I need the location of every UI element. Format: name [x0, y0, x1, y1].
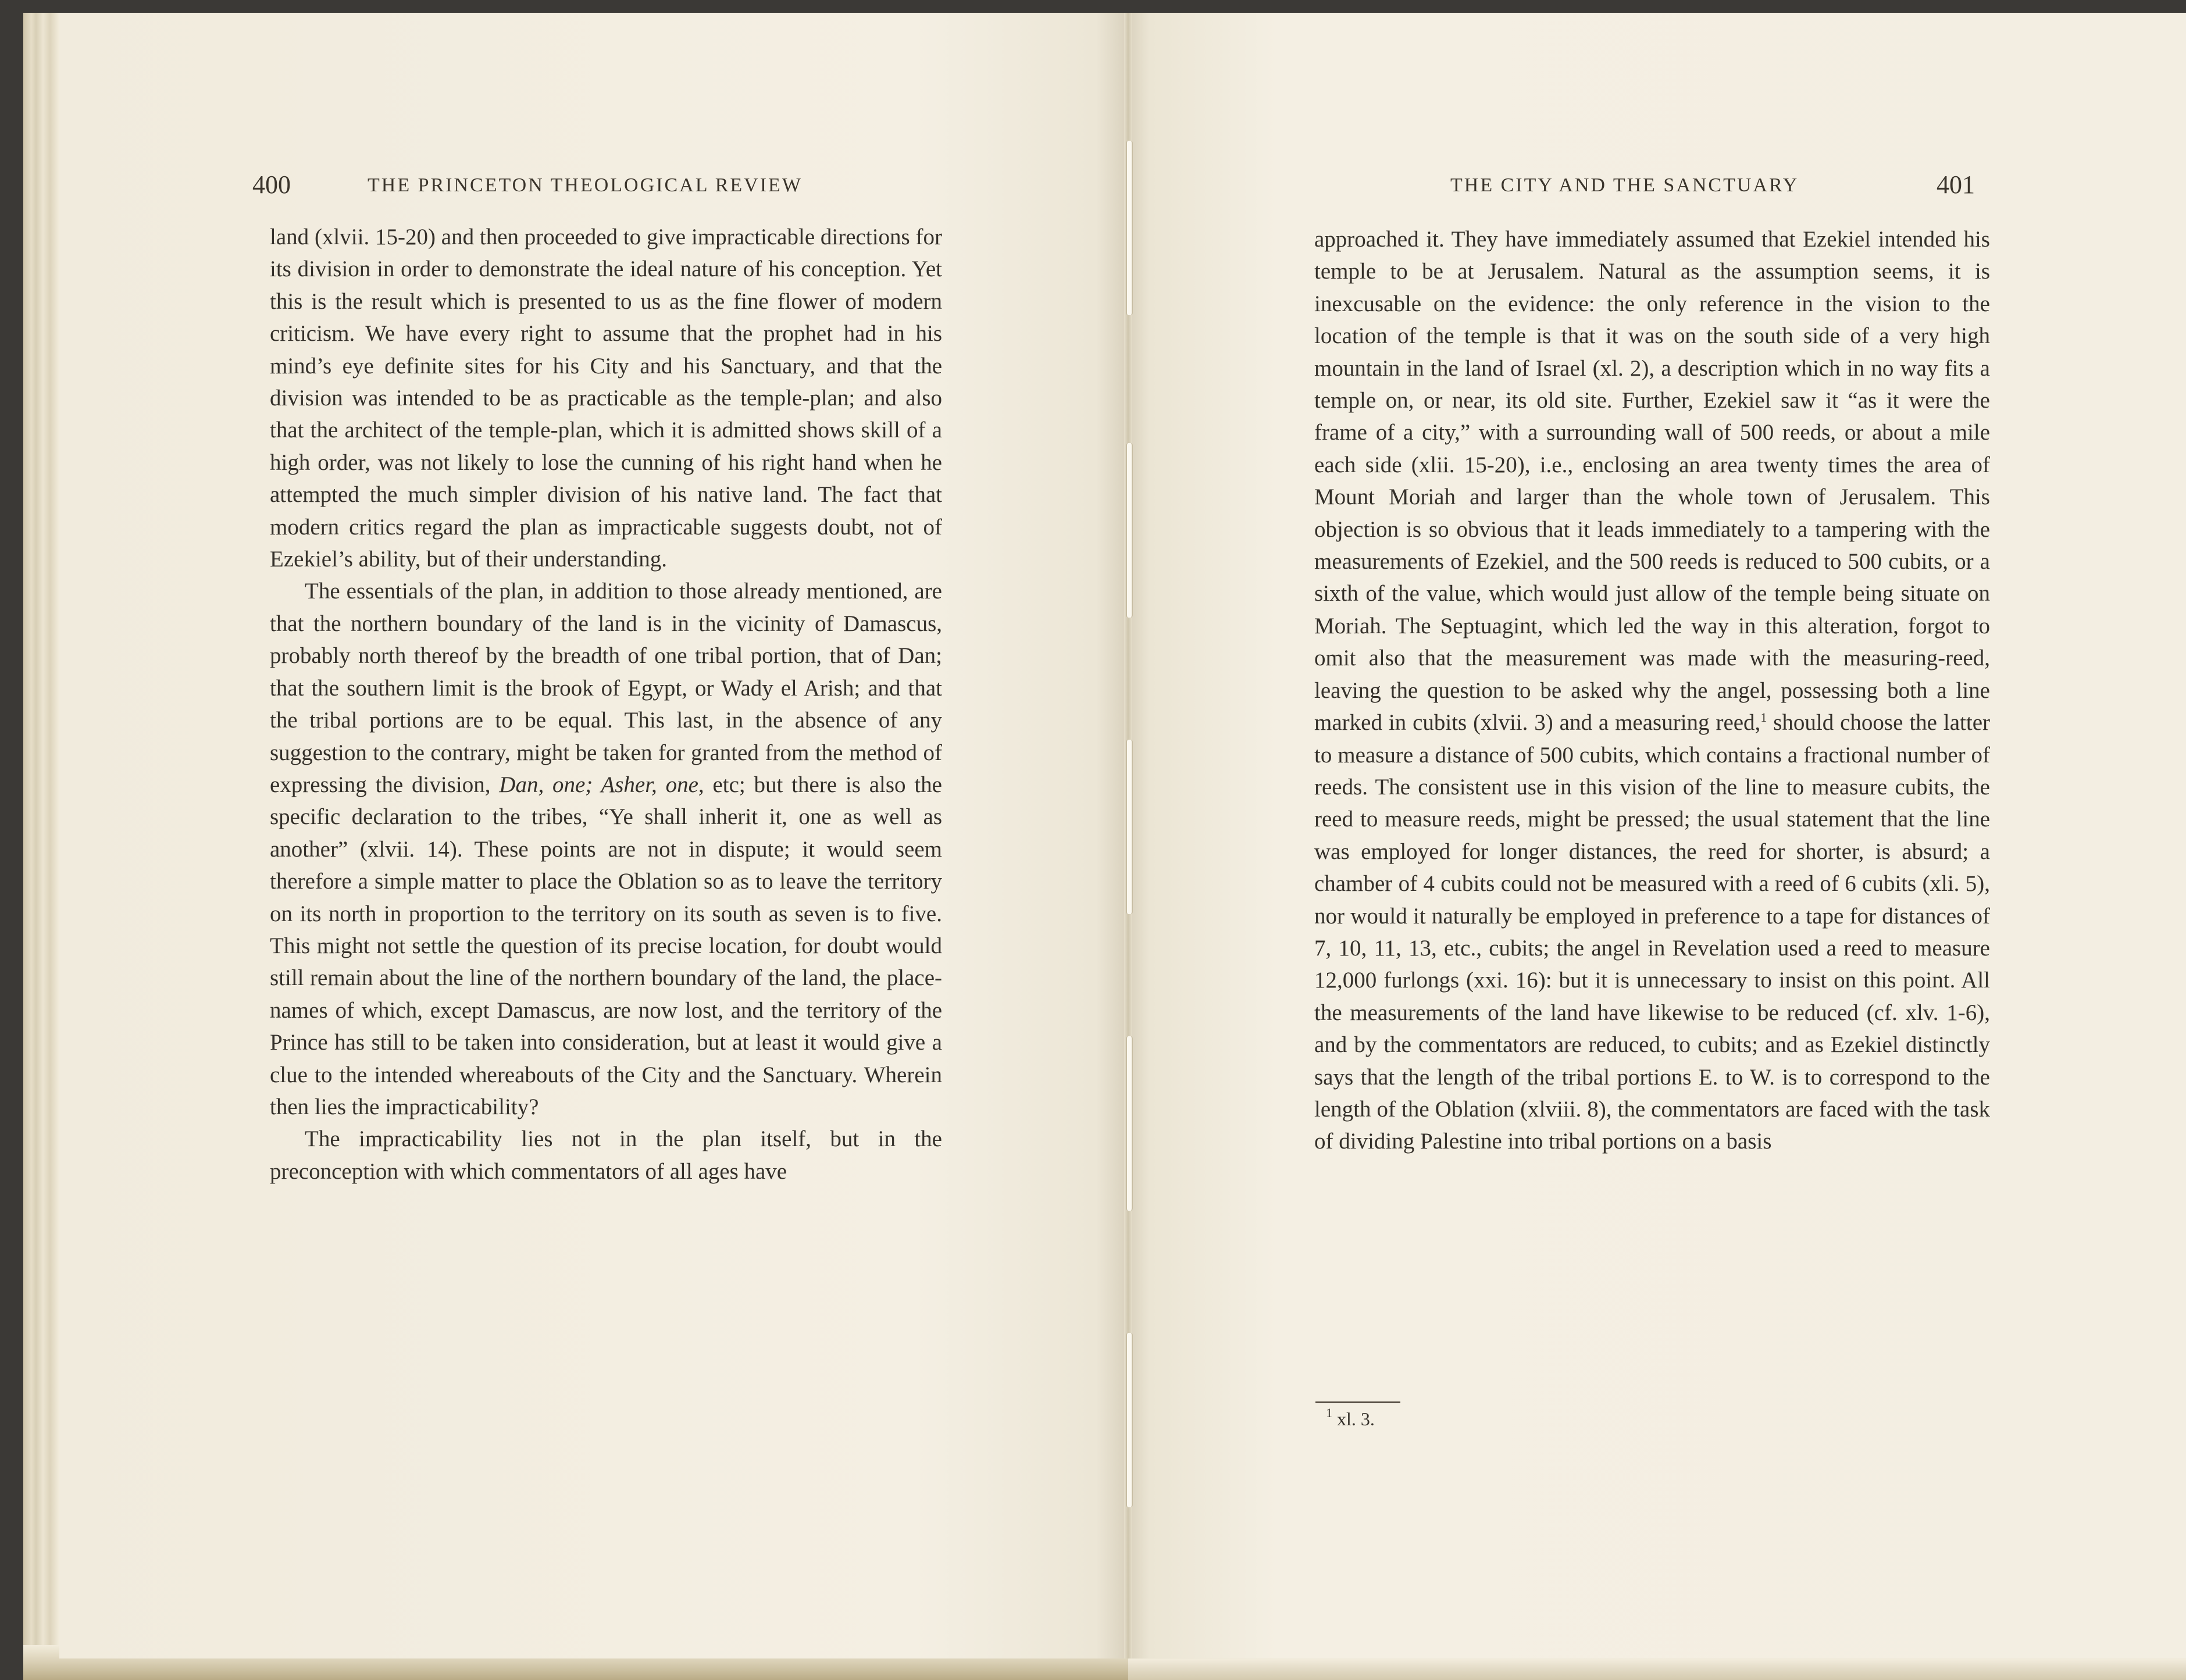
paragraph-text: should choose the latter to measure a distance of 500 cubits, which contains a fractional number of reeds. The consistent use in this vision of the line to measure cubits, the reed to measure reeds, might be pressed; the usual statement that the line was employed for longer distances, the reed for shorter, is absurd; a chamber of 4 cubits could not be measured with a reed of 6 cubits (xli. 5), nor would it naturally be employed in preference to a tape for distances of 7, 10, 11, 13, etc., cubits; the angel in Revelation used a reed to measure 12,000 furlongs (xxi. 16): but it is unnecessary to insist on this point. All the measurements of the land have likewise to be reduced (cf. xlv. 1-6), and by the commentators are reduced, to cubits; and as Ezekiel distinctly says that the length of the tribal portions E. to W. is to correspond to the length of the Oblation (xlviii. 8), the commentators are faced with the task of dividing Palestine into tribal portions on a basis — [1314, 710, 1990, 1154]
paragraph-text: approached it. They have immediately assumed that Ezekiel intended his temple to be at Jerusalem. Natural as the assumption seems, it is inexcusable on the evidence: the only reference in the vision to the location of the temple is that it was on the south side of a very high mountain in the land of Israel (xl. 2), a description which in no way fits a temple on, or near, its old site. Further, Ezekiel saw it “as it were the frame of a city,” with a surrounding wall of 500 reeds, or about a mile each side (xlii. 15-20), i.e., enclosing an area twenty times the area of Mount Moriah and larger than the whole town of Jerusalem. This objection is so obvious that it leads immediately to a tampering with the measurements of Ezekiel, and the 500 reeds is reduced to 500 cubits, or a sixth of the value, which would just allow of the temple being situate on Moriah. The Septuagint, which led the way in this alteration, forgot to omit also that the measurement was made with the measuring-reed, leaving the question to be asked why the angel, possessing both a line marked in cubits (xlvii. 3) and a measuring reed, — [1314, 227, 1990, 736]
binding-stitch — [1126, 1036, 1133, 1211]
body-paragraph — [270, 221, 942, 575]
paragraph-text: etc; but there is also the specific declaration to the tribes, “Ye shall inherit it, one as well as another” (xlvii. 14). These points are not in dispute; it would seem therefore a simple matter to place the Oblation so as to leave the territory on its north in proportion to the territory on its south as seven is to five. This might not settle the question of its precise location, for doubt would still remain about the line of the northern boundary of the land, the place-names of which, except Damascus, are now lost, and the territory of the Prince has still to be taken into consideration, but at least it would give a clue to the intended whereabouts of the City and the Sanctuary. Wherein then lies the impracticability? — [270, 772, 942, 1119]
left-page-body — [270, 221, 942, 1187]
open-book — [23, 13, 2186, 1680]
right-page-number: 401 — [1937, 170, 1975, 199]
footnote — [1326, 1408, 1375, 1430]
footnote-reference: 1 — [1760, 710, 1767, 725]
paragraph-text: The essentials of the plan, in addition to those already mentioned, are that the northern boundary of the land is in the vicinity of Damascus, probably north thereof by the breadth of one tribal portion, that of Dan; that the southern limit is the brook of Egypt, or Wady el Arish; and that the tribal portions are to be equal. This last, in the absence of any suggestion to the contrary, might be taken for granted from the method of expressing the division, — [270, 579, 942, 797]
left-running-head: THE PRINCETON THEOLOGICAL REVIEW — [368, 174, 803, 196]
page-edges-bottom-right — [1128, 1659, 2186, 1680]
binding-stitch — [1126, 443, 1133, 618]
binding-stitch — [1126, 1333, 1133, 1507]
left-page-number: 400 — [252, 170, 291, 199]
binding-stitch — [1126, 740, 1133, 914]
body-paragraph — [270, 575, 942, 1123]
paragraph-text: land (xlvii. 15-20) and then proceeded to give impracticable directions for its division in order to demonstrate the ideal nature of his conception. Yet this is the result which is presented to us as the fine flower of modern criticism. We have every right to assume that the prophet had in his mind’s eye definite sites for his City and his Sanctuary, and that the division was intended to be as practicable as the temple-plan; and also that the architect of the temple-plan, which it is admitted shows skill of a high order, was not likely to lose the cunning of his right hand when he attempted the much simpler division of his native land. The fact that modern critics regard the plan as impracticable suggests doubt, not of Ezekiel’s ability, but of their understanding. — [270, 224, 942, 572]
body-paragraph — [1314, 223, 1990, 1158]
body-paragraph — [270, 1123, 942, 1187]
footnote-text: xl. 3. — [1337, 1408, 1375, 1429]
right-running-head: THE CITY AND THE SANCTUARY — [1450, 174, 1799, 196]
binding-stitch — [1126, 141, 1133, 315]
italic-text: Dan, one; Asher, one, — [499, 772, 704, 797]
footnote-rule — [1315, 1401, 1400, 1403]
page-edges-left — [23, 13, 59, 1680]
paragraph-text: The impracticability lies not in the plan itself, but in the preconception with which commentators of all ages have — [270, 1126, 942, 1184]
right-page-body — [1314, 223, 1990, 1158]
footnote-marker: 1 — [1326, 1406, 1332, 1420]
